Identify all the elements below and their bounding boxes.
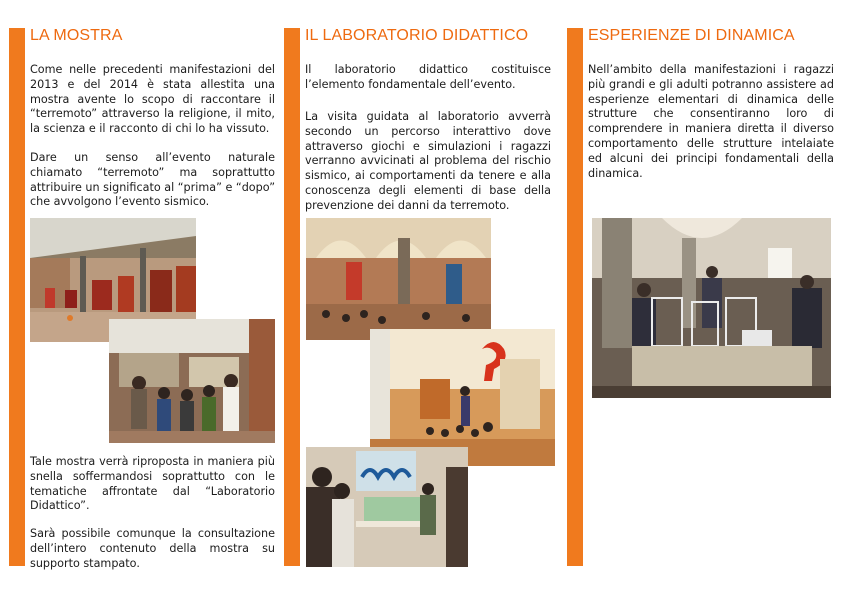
children-seated-laboratory-photo <box>370 329 555 466</box>
column-3-title: ESPERIENZE DI DINAMICA <box>588 27 795 44</box>
dynamics-experiment-photo <box>592 218 831 398</box>
column-2-paragraph-2: La visita guidata al laboratorio avverrà secondo un percorso interattivo dove attraverso giochi e simulazioni i ragazzi verranno avvicinati al problema del rischio sismico, ai comportamenti da tenere e alla conoscenza degli elementi di base della prevenzione dei danni da terremoto. <box>305 110 551 212</box>
column-2-paragraph-1: Il laboratorio didattico costituisce l’elemento fondamentale dell’evento. <box>305 63 551 91</box>
column-1-accent-bar <box>9 28 25 566</box>
column-1-paragraph-3: Tale mostra verrà riproposta in maniera più snella soffermandosi soprattutto con le tematiche affrontate dal “Laboratorio Didattico”. <box>30 455 275 513</box>
column-2-title: IL LABORATORIO DIDATTICO <box>305 27 529 44</box>
column-2-accent-bar <box>284 28 300 566</box>
column-3-accent-bar <box>567 28 583 566</box>
children-visiting-exhibition-photo <box>109 319 275 443</box>
column-1-title: LA MOSTRA <box>30 27 123 44</box>
column-1-paragraph-2: Dare un senso all’evento naturale chiamato “terremoto” ma soprattutto attribuire un significato al “prima” e “dopo” che avvolgono l’evento sismico. <box>30 151 275 209</box>
column-1-paragraph-1: Come nelle precedenti manifestazioni del 2013 e del 2014 è stata allestita una mostra avente lo scopo di raccontare il “terremoto” attraverso la religione, il mito, la scienza e il racconto di chi lo ha vissuto. <box>30 63 275 136</box>
laboratory-room-photo <box>306 218 491 340</box>
column-1-paragraph-4: Sarà possibile comunque la consultazione dell’intero contenuto della mostra su supporto stampato. <box>30 527 275 570</box>
column-3-paragraph-1: Nell’ambito della manifestazioni i ragazzi più grandi e gli adulti potranno assistere ad esperienze elementari di dinamica delle strutture che consentiranno loro di comprendere in maniera diretta il diverso comportamento delle strutture intelaiate ed alcuni dei principi fondamentali della dinamica. <box>588 63 834 180</box>
wave-model-demonstration-photo <box>306 447 468 567</box>
